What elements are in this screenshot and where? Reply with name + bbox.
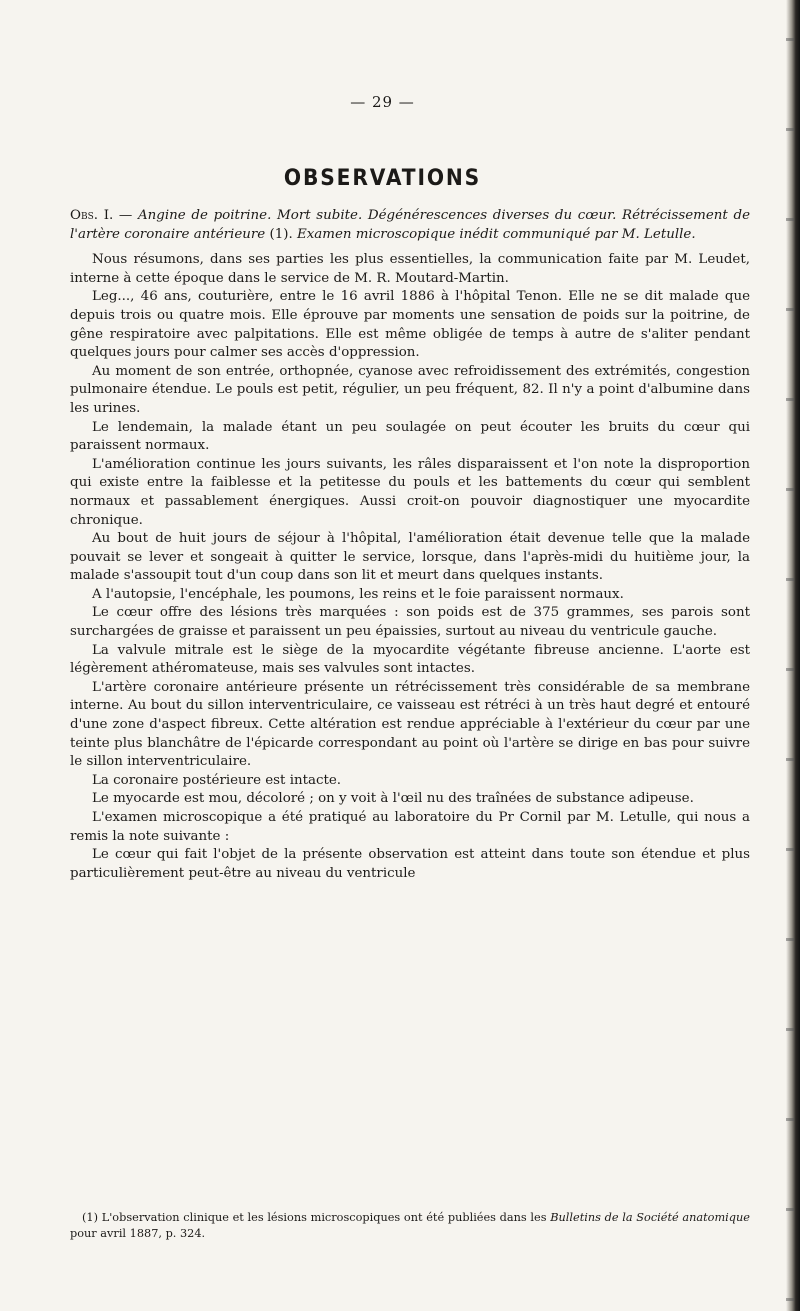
binding-thread-marks [786, 0, 794, 1311]
footnote-reference: (1). [265, 226, 297, 242]
observation-heading [70, 207, 750, 244]
observation-label: Obs. I. [70, 208, 114, 223]
paragraph: La valvule mitrale est le siège de la myocardite végétante fibreuse ancienne. L'aorte est légèrement athéromateuse, mais ses valvules sont intactes. [70, 642, 750, 677]
paragraph: L'amélioration continue les jours suivants, les râles disparaissent et l'on note la disproportion qui existe entre la faiblesse et la petitesse du pouls et les battements du cœur qui semblent normaux et passablement énergiques. Aussi croit-on pouvoir diagnostiquer une myocardite chronique. [70, 456, 750, 528]
observation-subtitle: Examen microscopique inédit communiqué par M. Letulle. [296, 226, 696, 242]
paragraph: Le cœur qui fait l'objet de la présente observation est atteint dans toute son étendue et plus particulièrement peut-être au niveau du ventricule [70, 847, 750, 881]
paragraph: La coronaire postérieure est intacte. [92, 772, 342, 788]
observation-dash: — [113, 208, 139, 223]
footnote-text-part: (1) L'observation clinique et les lésions microscopiques ont été publiées dans les [82, 1211, 551, 1224]
footnote-text [70, 1210, 750, 1242]
footnote-text-part: pour avril 1887, p. 324. [70, 1227, 206, 1240]
paragraph: Nous résumons, dans ses parties les plus essentielles, la communication faite par M. Leudet, interne à cette époque dans le service de M. R. Moutard-Martin. [70, 252, 750, 286]
paragraph: Le lendemain, la malade étant un peu soulagée on peut écouter les bruits du cœur qui paraissent normaux. [70, 419, 750, 454]
paragraph: Leg..., 46 ans, couturière, entre le 16 avril 1886 à l'hôpital Tenon. Elle ne se dit malade que depuis trois ou quatre mois. Elle éprouve par moments une sensation de poids sur la poitrine, de gêne respiratoire avec palpitations. Elle est même obligée de temps à autre de s'aliter pendant quelques jours pour calmer ses accès d'oppression. [70, 289, 750, 361]
paragraph: Le myocarde est mou, décoloré ; on y voit à l'œil nu des traînées de substance adipeuse. [92, 791, 694, 807]
body-text [70, 207, 750, 883]
page-number: — 29 — [350, 93, 415, 111]
paragraph: L'examen microscopique a été pratiqué au laboratoire du Pr Cornil par M. Letulle, qui nous a remis la note suivante : [70, 810, 750, 844]
section-title: OBSERVATIONS [283, 166, 482, 191]
paragraph: Le cœur offre des lésions très marquées : son poids est de 375 grammes, ses parois sont surchargées de graisse et paraissent un peu épaissies, surtout au niveau du ventricule gauche. [70, 605, 750, 640]
paragraph: A l'autopsie, l'encéphale, les poumons, les reins et le foie paraissent normaux. [92, 586, 624, 602]
footnote-journal-title: Bulletins de la Société anatomique [550, 1211, 750, 1224]
footnote [70, 1210, 750, 1242]
paragraph: L'artère coronaire antérieure présente un rétrécissement très considérable de sa membrane interne. Au bout du sillon interventriculaire, ce vaisseau est rétréci à un très haut degré et entouré d'une zone d'aspect fibreux. Cette altération est rendue appréciable à l'extérieur du cœur par une teinte plus blanchâtre de l'épicarde correspondant au point où l'artère se dirige en bas pour suivre le sillon interventriculaire. [70, 679, 750, 770]
paragraph: Au bout de huit jours de séjour à l'hôpital, l'amélioration était devenue telle que la malade pouvait se lever et songeait à quitter le service, lorsque, dans l'après-midi du huitième jour, la malade s'assoupit tout d'un coup dans son lit et meurt dans quelques instants. [70, 531, 750, 584]
paragraph: Au moment de son entrée, orthopnée, cyanose avec refroidissement des extrémités, congestion pulmonaire étendue. Le pouls est petit, régulier, un peu fréquent, 82. Il n'y a point d'albumine dans les urines. [70, 363, 750, 416]
observation-title: Angine de poitrine. Mort subite. Dégénérescences diverses du cœur. Rétrécissement de l'artère coronaire antérieure [70, 208, 750, 242]
